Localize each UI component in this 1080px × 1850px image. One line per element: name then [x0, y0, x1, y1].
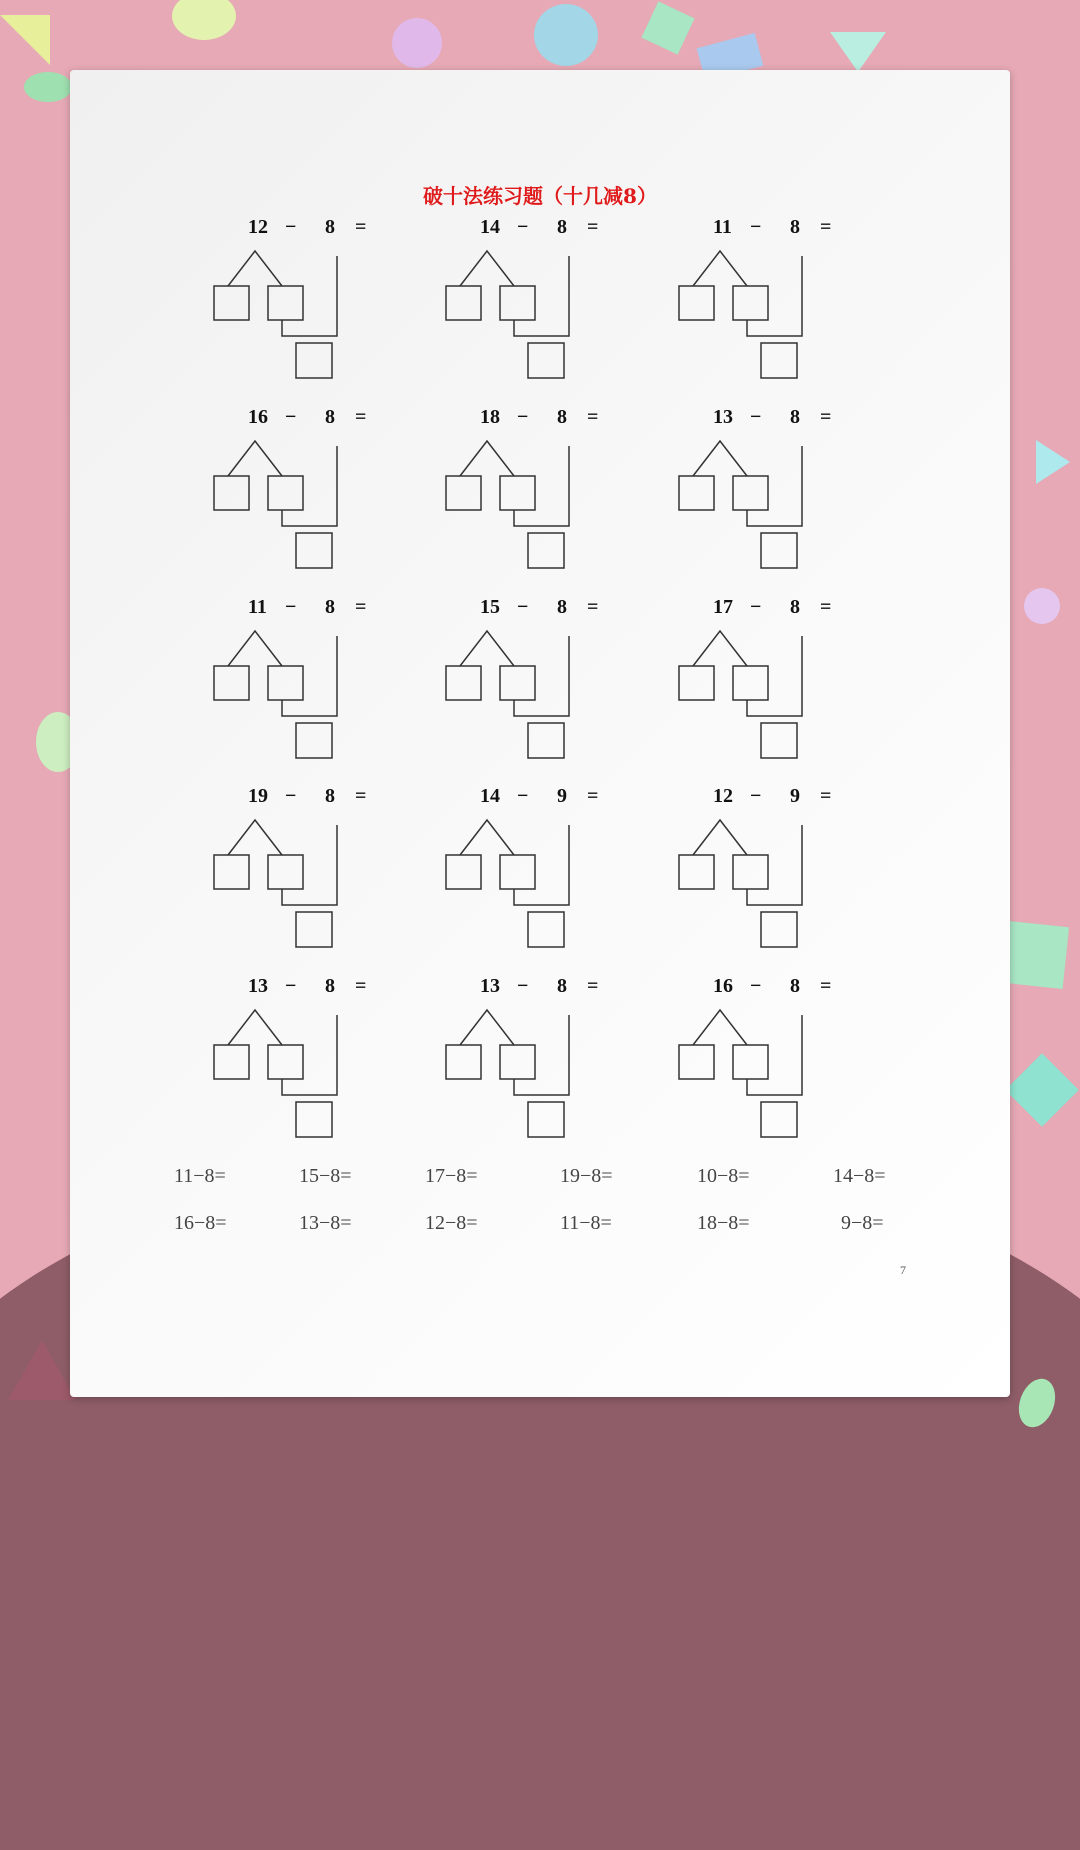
answer-box — [679, 476, 714, 510]
connector-line — [514, 256, 569, 336]
answer-box — [761, 723, 797, 758]
answer-box — [296, 912, 332, 947]
confetti-decoration — [1036, 440, 1070, 484]
subtrahend: 8 — [325, 406, 335, 428]
minus-sign: − — [750, 975, 762, 997]
answer-box — [528, 533, 564, 568]
minus-sign: − — [285, 975, 297, 997]
equals-sign: = — [587, 975, 599, 997]
confetti-decoration — [1024, 588, 1060, 624]
connector-line — [747, 1015, 802, 1095]
split-branch — [460, 441, 514, 476]
answer-box — [528, 723, 564, 758]
drill-item: 11−8= — [174, 1165, 226, 1187]
subtrahend: 9 — [790, 785, 800, 807]
subtrahend: 8 — [325, 785, 335, 807]
minuend: 14 — [480, 785, 500, 807]
confetti-decoration — [172, 0, 236, 40]
answer-box — [528, 343, 564, 378]
minus-sign: − — [285, 596, 297, 618]
connector-line — [514, 825, 569, 905]
split-branch — [693, 441, 747, 476]
confetti-decoration — [0, 15, 50, 65]
minuend: 11 — [248, 596, 267, 618]
answer-box — [296, 533, 332, 568]
equals-sign: = — [355, 596, 367, 618]
worksheet-page — [70, 70, 1010, 1397]
subtrahend: 8 — [325, 596, 335, 618]
answer-box — [528, 1102, 564, 1137]
subtrahend: 8 — [790, 216, 800, 238]
connector-line — [514, 1015, 569, 1095]
answer-box — [214, 1045, 249, 1079]
decomposition-diagram — [210, 805, 410, 965]
minuend: 13 — [713, 406, 733, 428]
split-branch — [460, 1010, 514, 1045]
subtrahend: 8 — [790, 596, 800, 618]
split-branch — [693, 820, 747, 855]
subtrahend: 9 — [557, 785, 567, 807]
decomposition-diagram — [442, 805, 642, 965]
drill-item: 11−8= — [560, 1212, 612, 1234]
connector-line — [747, 446, 802, 526]
answer-box — [500, 666, 535, 700]
equals-sign: = — [820, 975, 832, 997]
answer-box — [733, 286, 768, 320]
equals-sign: = — [587, 785, 599, 807]
answer-box — [761, 533, 797, 568]
decomposition-diagram — [442, 236, 642, 396]
minus-sign: − — [517, 406, 529, 428]
decomposition-diagram — [675, 426, 875, 586]
connector-line — [282, 825, 337, 905]
decomposition-diagram — [210, 426, 410, 586]
answer-box — [214, 476, 249, 510]
problem — [210, 216, 410, 386]
minuend: 14 — [480, 216, 500, 238]
split-branch — [228, 251, 282, 286]
drill-item: 16−8= — [174, 1212, 227, 1234]
problem — [675, 975, 875, 1145]
minuend: 12 — [248, 216, 268, 238]
connector-line — [282, 446, 337, 526]
equals-sign: = — [355, 406, 367, 428]
connector-line — [747, 636, 802, 716]
connector-line — [747, 256, 802, 336]
equals-sign: = — [355, 216, 367, 238]
minus-sign: − — [750, 406, 762, 428]
minuend: 18 — [480, 406, 500, 428]
answer-box — [500, 1045, 535, 1079]
minus-sign: − — [517, 216, 529, 238]
minuend: 13 — [248, 975, 268, 997]
problem — [675, 596, 875, 766]
minus-sign: − — [750, 596, 762, 618]
minus-sign: − — [285, 406, 297, 428]
worksheet-title: 破十法练习题（十几减8） — [423, 184, 657, 208]
decomposition-diagram — [210, 616, 410, 776]
connector-line — [747, 825, 802, 905]
decomposition-diagram — [675, 995, 875, 1155]
minuend: 19 — [248, 785, 268, 807]
answer-box — [296, 343, 332, 378]
split-branch — [460, 820, 514, 855]
equals-sign: = — [820, 406, 832, 428]
drill-item: 18−8= — [697, 1212, 750, 1234]
subtrahend: 8 — [557, 596, 567, 618]
drill-item: 17−8= — [425, 1165, 478, 1187]
answer-box — [214, 666, 249, 700]
subtrahend: 8 — [790, 406, 800, 428]
minuend: 17 — [713, 596, 733, 618]
drill-item: 13−8= — [299, 1212, 352, 1234]
minuend: 12 — [713, 785, 733, 807]
split-branch — [460, 631, 514, 666]
confetti-decoration — [830, 32, 886, 72]
problem — [442, 406, 642, 576]
subtrahend: 8 — [557, 406, 567, 428]
answer-box — [761, 1102, 797, 1137]
minuend: 11 — [713, 216, 732, 238]
split-branch — [228, 631, 282, 666]
problem — [210, 785, 410, 955]
decomposition-diagram — [442, 995, 642, 1155]
problem — [442, 975, 642, 1145]
subtrahend: 8 — [557, 216, 567, 238]
confetti-decoration — [8, 1340, 76, 1400]
equals-sign: = — [820, 785, 832, 807]
answer-box — [733, 666, 768, 700]
drill-item: 12−8= — [425, 1212, 478, 1234]
equals-sign: = — [355, 975, 367, 997]
answer-box — [761, 343, 797, 378]
drill-item: 19−8= — [560, 1165, 613, 1187]
answer-box — [214, 855, 249, 889]
split-branch — [228, 1010, 282, 1045]
decomposition-diagram — [442, 616, 642, 776]
split-branch — [693, 251, 747, 286]
equals-sign: = — [587, 406, 599, 428]
answer-box — [679, 1045, 714, 1079]
minuend: 13 — [480, 975, 500, 997]
answer-box — [679, 666, 714, 700]
drill-item: 14−8= — [833, 1165, 886, 1187]
equals-sign: = — [587, 596, 599, 618]
answer-box — [296, 723, 332, 758]
drill-item: 15−8= — [299, 1165, 352, 1187]
problem — [675, 406, 875, 576]
split-branch — [228, 441, 282, 476]
confetti-decoration — [534, 4, 598, 66]
decomposition-diagram — [675, 616, 875, 776]
problem — [210, 975, 410, 1145]
answer-box — [761, 912, 797, 947]
answer-box — [446, 1045, 481, 1079]
problem — [442, 785, 642, 955]
split-branch — [228, 820, 282, 855]
minuend: 16 — [248, 406, 268, 428]
minus-sign: − — [285, 216, 297, 238]
confetti-decoration — [1003, 921, 1069, 989]
subtrahend: 8 — [557, 975, 567, 997]
answer-box — [268, 1045, 303, 1079]
answer-box — [268, 855, 303, 889]
answer-box — [446, 666, 481, 700]
minus-sign: − — [750, 216, 762, 238]
minus-sign: − — [750, 785, 762, 807]
answer-box — [500, 286, 535, 320]
answer-box — [446, 476, 481, 510]
decomposition-diagram — [675, 805, 875, 965]
drill-row — [70, 1212, 1010, 1242]
problem — [675, 785, 875, 955]
minus-sign: − — [285, 785, 297, 807]
split-branch — [693, 631, 747, 666]
drill-item: 9−8= — [841, 1212, 884, 1234]
subtrahend: 8 — [790, 975, 800, 997]
minuend: 15 — [480, 596, 500, 618]
equals-sign: = — [820, 596, 832, 618]
decomposition-diagram — [210, 995, 410, 1155]
connector-line — [282, 636, 337, 716]
equals-sign: = — [587, 216, 599, 238]
split-branch — [460, 251, 514, 286]
answer-box — [446, 286, 481, 320]
answer-box — [446, 855, 481, 889]
confetti-decoration — [1005, 1053, 1079, 1127]
drill-row — [70, 1165, 1010, 1195]
minuend: 16 — [713, 975, 733, 997]
subtrahend: 8 — [325, 975, 335, 997]
connector-line — [282, 1015, 337, 1095]
answer-box — [679, 855, 714, 889]
problem — [442, 596, 642, 766]
problem — [675, 216, 875, 386]
confetti-decoration — [641, 1, 694, 54]
answer-box — [528, 912, 564, 947]
equals-sign: = — [355, 785, 367, 807]
connector-line — [282, 256, 337, 336]
answer-box — [296, 1102, 332, 1137]
drill-item: 10−8= — [697, 1165, 750, 1187]
problem — [210, 596, 410, 766]
connector-line — [514, 636, 569, 716]
split-branch — [693, 1010, 747, 1045]
minus-sign: − — [517, 975, 529, 997]
answer-box — [268, 666, 303, 700]
problem — [210, 406, 410, 576]
minus-sign: − — [517, 785, 529, 807]
answer-box — [268, 476, 303, 510]
answer-box — [679, 286, 714, 320]
answer-box — [733, 476, 768, 510]
answer-box — [733, 1045, 768, 1079]
subtrahend: 8 — [325, 216, 335, 238]
minus-sign: − — [517, 596, 529, 618]
decomposition-diagram — [442, 426, 642, 586]
page-number: 7 — [900, 1263, 906, 1277]
decomposition-diagram — [675, 236, 875, 396]
confetti-decoration — [24, 72, 72, 102]
answer-box — [268, 286, 303, 320]
decomposition-diagram — [210, 236, 410, 396]
answer-box — [500, 855, 535, 889]
answer-box — [733, 855, 768, 889]
answer-box — [214, 286, 249, 320]
confetti-decoration — [392, 18, 442, 68]
problem — [442, 216, 642, 386]
equals-sign: = — [820, 216, 832, 238]
connector-line — [514, 446, 569, 526]
answer-box — [500, 476, 535, 510]
